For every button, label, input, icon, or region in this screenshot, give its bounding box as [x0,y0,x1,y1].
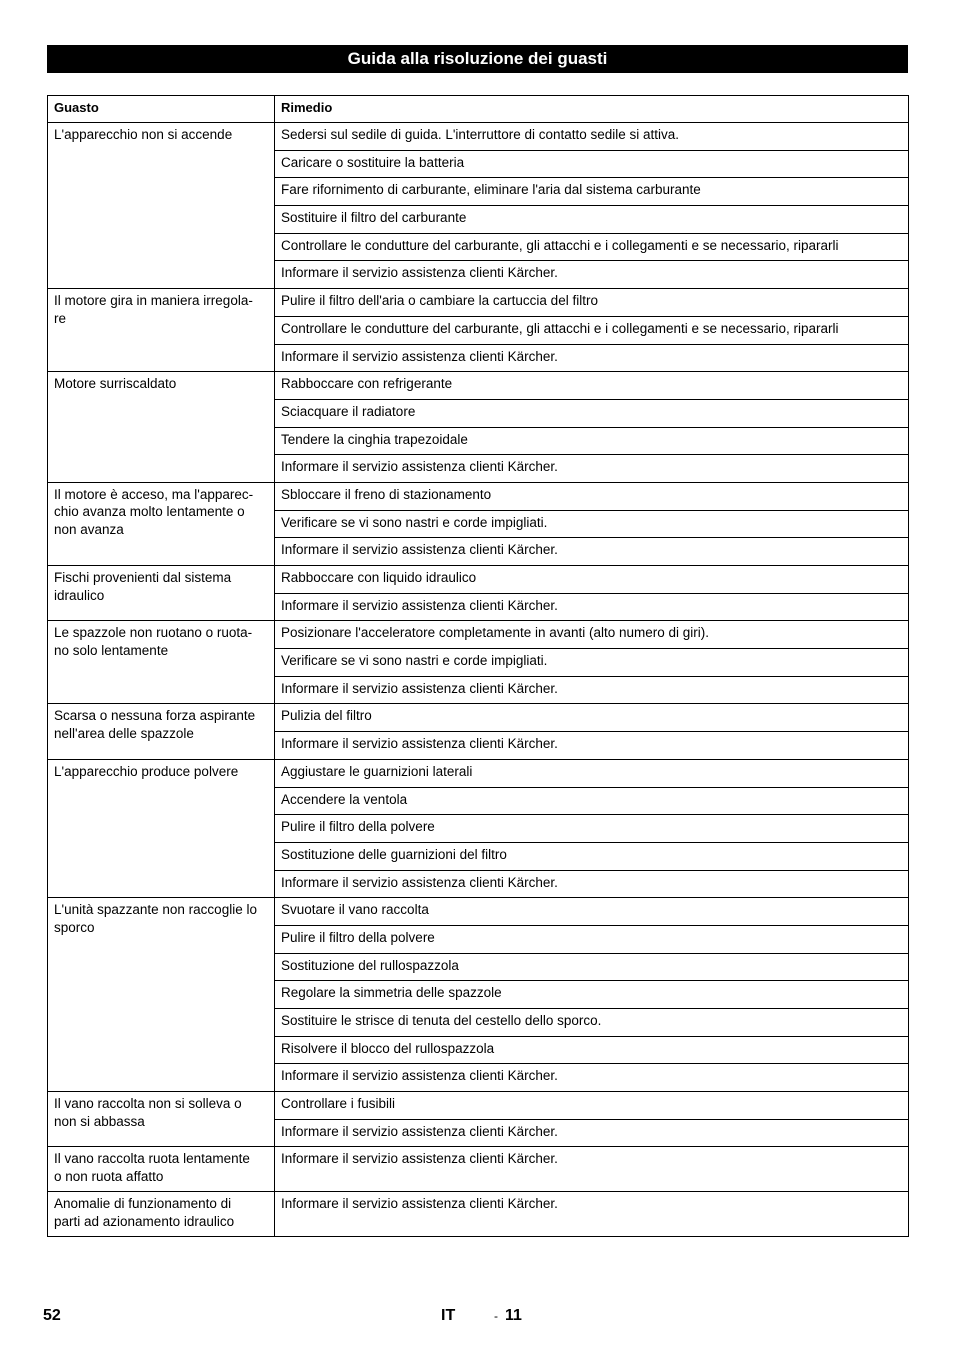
remedy-cell: Svuotare il vano raccolta [275,898,909,926]
table-row [48,759,909,787]
table-header-row [48,96,909,123]
remedy-cell: Informare il servizio assistenza clienti Kärcher. [275,538,909,566]
remedy-cell: Regolare la simmetria delle spazzole [275,981,909,1009]
remedy-cell: Tendere la cinghia trapezoidale [275,427,909,455]
remedy-cell: Accendere la ventola [275,787,909,815]
fault-cell: L'apparecchio non si accende [48,123,275,289]
remedy-column-header: Rimedio [275,96,909,123]
remedy-cell: Informare il servizio assistenza clienti Kärcher. [275,676,909,704]
remedy-cell: Informare il servizio assistenza clienti Kärcher. [275,1064,909,1092]
remedy-cell: Sostituzione del rullospazzola [275,953,909,981]
fault-cell: Il motore è acceso, ma l'apparec- chio avanza molto lentamente o non avanza [48,482,275,565]
page-title: Guida alla risoluzione dei guasti [47,45,908,73]
remedy-cell: Sostituzione delle guarnizioni del filtro [275,842,909,870]
table-row [48,621,909,649]
table-row [48,1192,909,1237]
table-row [48,898,909,926]
remedy-cell: Informare il servizio assistenza clienti Kärcher. [275,1119,909,1147]
remedy-cell: Fare rifornimento di carburante, eliminare l'aria dal sistema carburante [275,178,909,206]
fault-cell: Motore surriscaldato [48,372,275,483]
table-row [48,566,909,594]
remedy-cell: Informare il servizio assistenza clienti Kärcher. [275,1147,909,1192]
fault-cell: Anomalie di funzionamento di parti ad azionamento idraulico [48,1192,275,1237]
remedy-cell: Controllare i fusibili [275,1092,909,1120]
remedy-cell: Pulizia del filtro [275,704,909,732]
remedy-cell: Informare il servizio assistenza clienti Kärcher. [275,455,909,483]
remedy-cell: Controllare le condutture del carburante, gli attacchi e i collegamenti e se necessario, ripararli [275,233,909,261]
remedy-cell: Aggiustare le guarnizioni laterali [275,759,909,787]
remedy-cell: Controllare le condutture del carburante, gli attacchi e i collegamenti e se necessario, ripararli [275,316,909,344]
remedy-cell: Informare il servizio assistenza clienti Kärcher. [275,732,909,760]
remedy-cell: Caricare o sostituire la batteria [275,150,909,178]
remedy-cell: Sostituire il filtro del carburante [275,206,909,234]
remedy-cell: Informare il servizio assistenza clienti Kärcher. [275,261,909,289]
remedy-cell: Informare il servizio assistenza clienti Kärcher. [275,344,909,372]
table-row [48,372,909,400]
remedy-cell: Rabboccare con liquido idraulico [275,566,909,594]
fault-column-header: Guasto [48,96,275,123]
fault-cell: L'unità spazzante non raccoglie lo sporco [48,898,275,1092]
remedy-cell: Pulire il filtro della polvere [275,925,909,953]
section-page-number: 11 [505,1307,522,1324]
fault-cell: Le spazzole non ruotano o ruota- no solo lentamente [48,621,275,704]
fault-cell: Scarsa o nessuna forza aspirante nell'area delle spazzole [48,704,275,759]
remedy-cell: Informare il servizio assistenza clienti Kärcher. [275,1192,909,1237]
fault-cell: Il vano raccolta ruota lentamente o non ruota affatto [48,1147,275,1192]
fault-cell: Il vano raccolta non si solleva o non si abbassa [48,1092,275,1147]
fault-cell: L'apparecchio produce polvere [48,759,275,897]
remedy-cell: Sedersi sul sedile di guida. L'interruttore di contatto sedile si attiva. [275,123,909,151]
remedy-cell: Rabboccare con refrigerante [275,372,909,400]
remedy-cell: Sciacquare il radiatore [275,399,909,427]
troubleshooting-table [47,95,909,1237]
remedy-cell: Informare il servizio assistenza clienti Kärcher. [275,593,909,621]
remedy-cell: Posizionare l'acceleratore completamente in avanti (alto numero di giri). [275,621,909,649]
table-row [48,289,909,317]
remedy-cell: Pulire il filtro dell'aria o cambiare la cartuccia del filtro [275,289,909,317]
table-row [48,123,909,151]
table-row [48,1092,909,1120]
table-row [48,482,909,510]
table-row [48,1147,909,1192]
footer-dash: - [494,1309,498,1323]
remedy-cell: Sostituire le strisce di tenuta del cestello dello sporco. [275,1009,909,1037]
language-code: IT [441,1307,456,1324]
page-number: 52 [43,1307,61,1324]
table-body [48,123,909,1237]
remedy-cell: Informare il servizio assistenza clienti Kärcher. [275,870,909,898]
remedy-cell: Risolvere il blocco del rullospazzola [275,1036,909,1064]
remedy-cell: Sbloccare il freno di stazionamento [275,482,909,510]
remedy-cell: Pulire il filtro della polvere [275,815,909,843]
fault-cell: Il motore gira in maniera irregola- re [48,289,275,372]
remedy-cell: Verificare se vi sono nastri e corde impigliati. [275,649,909,677]
table-row [48,704,909,732]
remedy-cell: Verificare se vi sono nastri e corde impigliati. [275,510,909,538]
fault-cell: Fischi provenienti dal sistema idraulico [48,566,275,621]
